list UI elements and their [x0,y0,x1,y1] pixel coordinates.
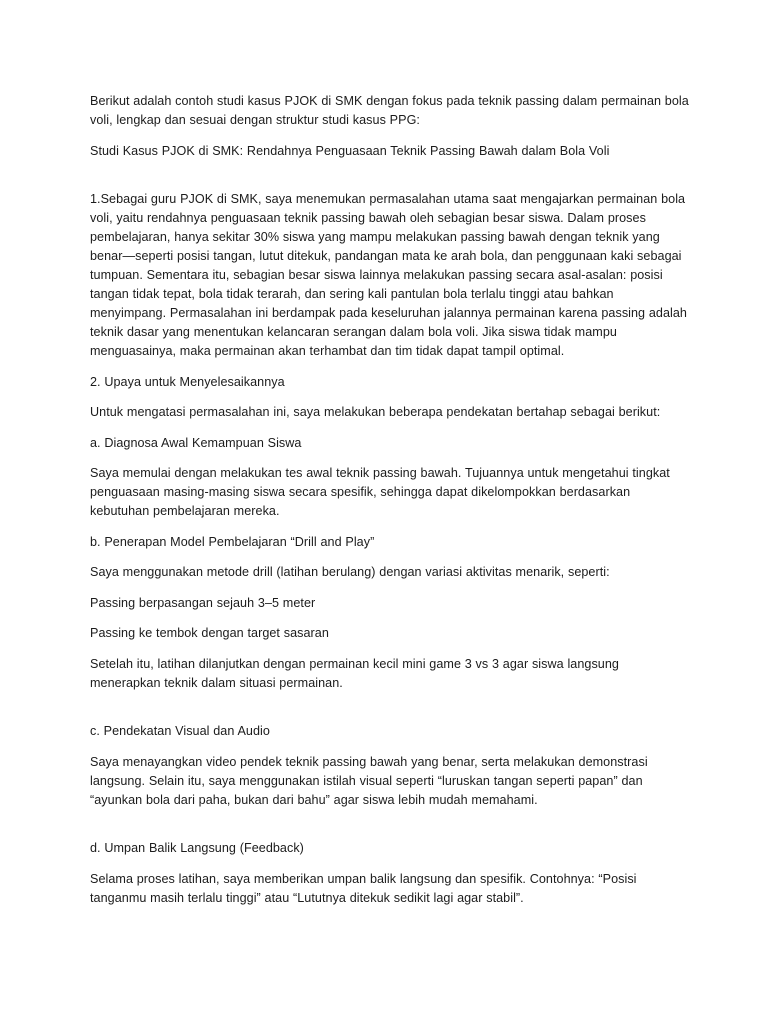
subsection-b-followup: Setelah itu, latihan dilanjutkan dengan permainan kecil mini game 3 vs 3 agar siswa langsung menerapkan teknik dalam situasi permainan. [90,656,619,690]
blank-line [90,704,690,722]
subsection-c-heading: c. Pendekatan Visual dan Audio [90,724,270,738]
subsection-a-paragraph: Saya memulai dengan melakukan tes awal teknik passing bawah. Tujuannya untuk mengetahui tingkat penguasaan masing-masing siswa secara spesifik, sehingga dapat dikelompokkan berdasarkan kebutuhan pembelajaran mereka. [90,466,670,518]
subsection-b-paragraph: Saya menggunakan metode drill (latihan berulang) dengan variasi aktivitas menarik, seperti: [90,565,610,579]
blank-line [90,821,690,839]
drill-item-1: Passing berpasangan sejauh 3–5 meter [90,595,316,610]
document-title: Studi Kasus PJOK di SMK: Rendahnya Penguasaan Teknik Passing Bawah dalam Bola Voli [90,143,610,158]
drill-item-2: Passing ke tembok dengan target sasaran [90,626,329,640]
subsection-c-paragraph: Saya menayangkan video pendek teknik passing bawah yang benar, serta melakukan demonstrasi langsung. Selain itu, saya menggunakan istilah visual seperti “luruskan tangan seperti papan” dan “ayunkan bola dari paha, bukan dari bahu” agar siswa lebih mudah memahami. [90,754,648,807]
subsection-d-paragraph: Selama proses latihan, saya memberikan umpan balik langsung dan spesifik. Contohnya: “Posisi tanganmu masih terlalu tinggi” atau “Lututnya ditekuk sedikit lagi agar stabil”. [90,871,637,905]
blank-line [90,172,690,190]
section-1-paragraph: 1.Sebagai guru PJOK di SMK, saya menemukan permasalahan utama saat mengajarkan permainan bola voli, yaitu rendahnya penguasaan teknik passing bawah oleh sebagian besar siswa. Dalam proses pembelajaran, hanya sekitar 30% siswa yang mampu melakukan passing bawah dengan teknik yang benar—seperti posisi tangan, lutut ditekuk, pandangan mata ke arah bola, dan penggunaan kaki sebagai tumpuan. Sementara itu, sebagian besar siswa lainnya melakukan passing secara asal-asalan: posisi tangan tidak tepat, bola tidak terarah, dan sering kali pantulan bola terlalu tinggi atau bahkan menyimpang. Permasalahan ini berdampak pada keseluruhan jalannya permainan karena passing adalah teknik dasar yang menentukan kelancaran serangan dalam bola voli. Jika siswa tidak mampu menguasainya, maka permainan akan terhambat dan tim tidak dapat tampil optimal. [90,192,687,358]
intro-paragraph: Berikut adalah contoh studi kasus PJOK di SMK dengan fokus pada teknik passing dalam permainan bola voli, lengkap dan sesuai dengan struktur studi kasus PPG: [90,94,689,127]
document-body [90,92,690,919]
subsection-b-heading: b. Penerapan Model Pembelajaran “Drill and Play” [90,534,375,549]
subsection-a-heading: a. Diagnosa Awal Kemampuan Siswa [90,435,302,450]
section-2-intro: Untuk mengatasi permasalahan ini, saya melakukan beberapa pendekatan bertahap sebagai berikut: [90,405,661,419]
section-2-heading: 2. Upaya untuk Menyelesaikannya [90,374,285,389]
subsection-d-heading: d. Umpan Balik Langsung (Feedback) [90,841,304,855]
